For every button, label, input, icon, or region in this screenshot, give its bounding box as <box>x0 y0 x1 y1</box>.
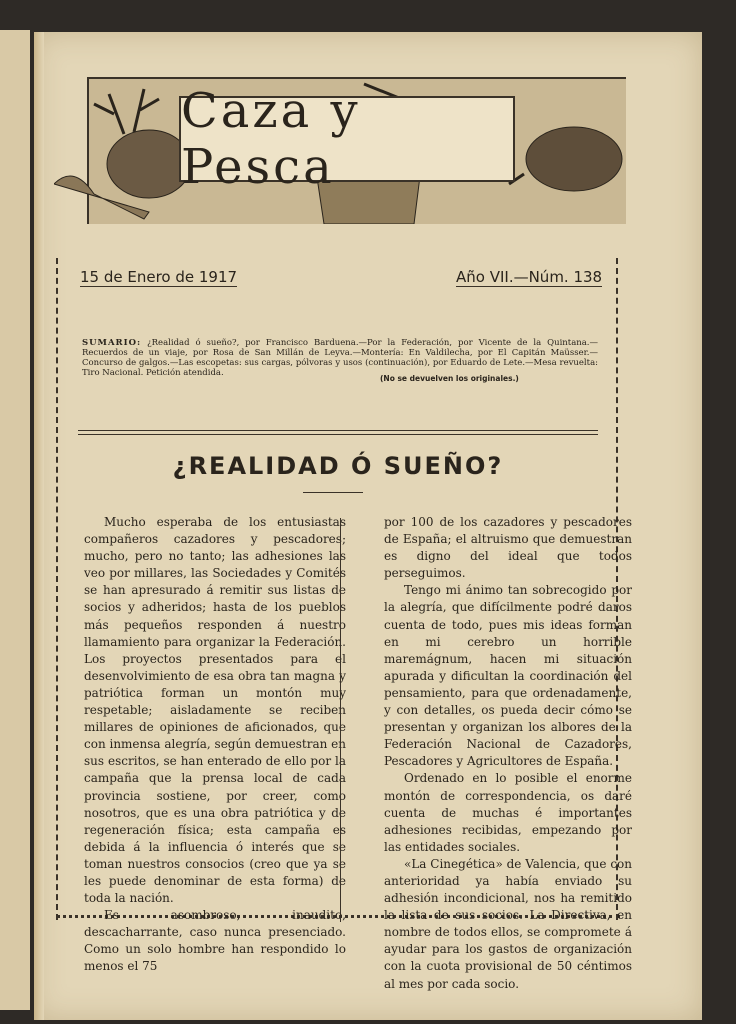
originals-note: (No se devuelven los originales.) <box>380 374 519 383</box>
article-headline: ¿REALIDAD Ó SUEÑO? <box>172 452 504 480</box>
paragraph: Tengo mi ánimo tan sobrecogido por la alegría, que difícilmente podré daros cuenta de todo, pues mis ideas forman en mi cerebro un horrible maremágnum, hacen mi situación apurada y dificultan la coordinación del pensamiento, para que ordenadamente, y con detalles, os pueda decir cómo se presentan y organizan los albores de la Federación Nacional de Cazadores, Pescadores y Agricultores de España. <box>384 583 632 769</box>
summary-text: ¿Realidad ó sueño?, por Francisco Barduena.—Por la Federación, por Vicente de la Quintana.—Recuerdos de un viaje, por Rosa de San Millán de Leyva.—Montería: En Valdilecha, por El Capitán Maüsser.—Concurso de galgos.—Las escopetas: sus cargas, pólvoras y usos (continuación), por Eduardo de Lete.—Mesa revuelta: Tiro Nacional. Petición atendida. <box>82 338 599 378</box>
masthead <box>54 44 626 224</box>
issue-date: 15 de Enero de 1917 <box>80 268 238 286</box>
paragraph: Es asombroso, inaudito, descacharrante, caso nunca presenciado. Como un solo hombre han respondido lo menos el 75 <box>84 908 346 974</box>
paragraph: Mucho esperaba de los entusiastas compañeros cazadores y pescadores; mucho, pero no tanto; las adhesiones las veo por millares, las Sociedades y Comités se han apresurado á remitir sus listas de socios y adheridos; hasta de los pueblos más pequeños responden á nuestro llamamiento para organizar la Federación. Los proyectos presentados para el desenvolvimiento de esa obra tan magna y patriótica forman un montón muy respetable; aisladamente se reciben millares de opiniones de aficionados, que con inmensa alegría, según demuestran en sus escritos, se han enterado de ello por la campaña que la prensa local de cada provincia sostiene, por creer, como nosotros, que es una obra patriótica y de regeneración física; esta campaña es debida á la influencia ó interés que se toman nuestros consocios (creo que ya se les puede denominar de esta forma) de toda la nación. <box>84 515 346 906</box>
paragraph: «La Cinegética» de Valencia, que con anterioridad ya había enviado su adhesión incondicional, nos ha remitido la lista de sus socios. La Directiva, en nombre de todos ellos, se compromete á ayudar para los gastos de organización con la cuota provisional de 50 céntimos al mes por cada socio. <box>384 856 632 991</box>
paragraph: Ordenado en lo posible el enorme montón de correspondencia, os daré cuenta de muchas é importantes adhesiones recibidas, empezando por las entidades sociales. <box>384 771 632 854</box>
article-column-left <box>84 514 346 976</box>
issue-number: Año VII.—Núm. 138 <box>456 268 603 286</box>
headline-underline <box>303 492 363 493</box>
section-rule-top <box>78 430 598 431</box>
article-column-right <box>384 514 632 993</box>
summary-block <box>82 338 598 378</box>
magazine-title: Caza y Pesca <box>181 83 361 195</box>
paragraph: por 100 de los cazadores y pescadores de España; el altruismo que demuestran es digno del ideal que todos perseguimos. <box>384 515 632 581</box>
summary-label: SUMARIO: <box>82 338 142 348</box>
page-spine-shadow <box>34 32 44 1020</box>
column-separator <box>340 518 341 922</box>
adjacent-page-edge <box>0 30 30 1010</box>
title-banner <box>179 83 515 195</box>
section-rule-bottom <box>78 434 598 435</box>
